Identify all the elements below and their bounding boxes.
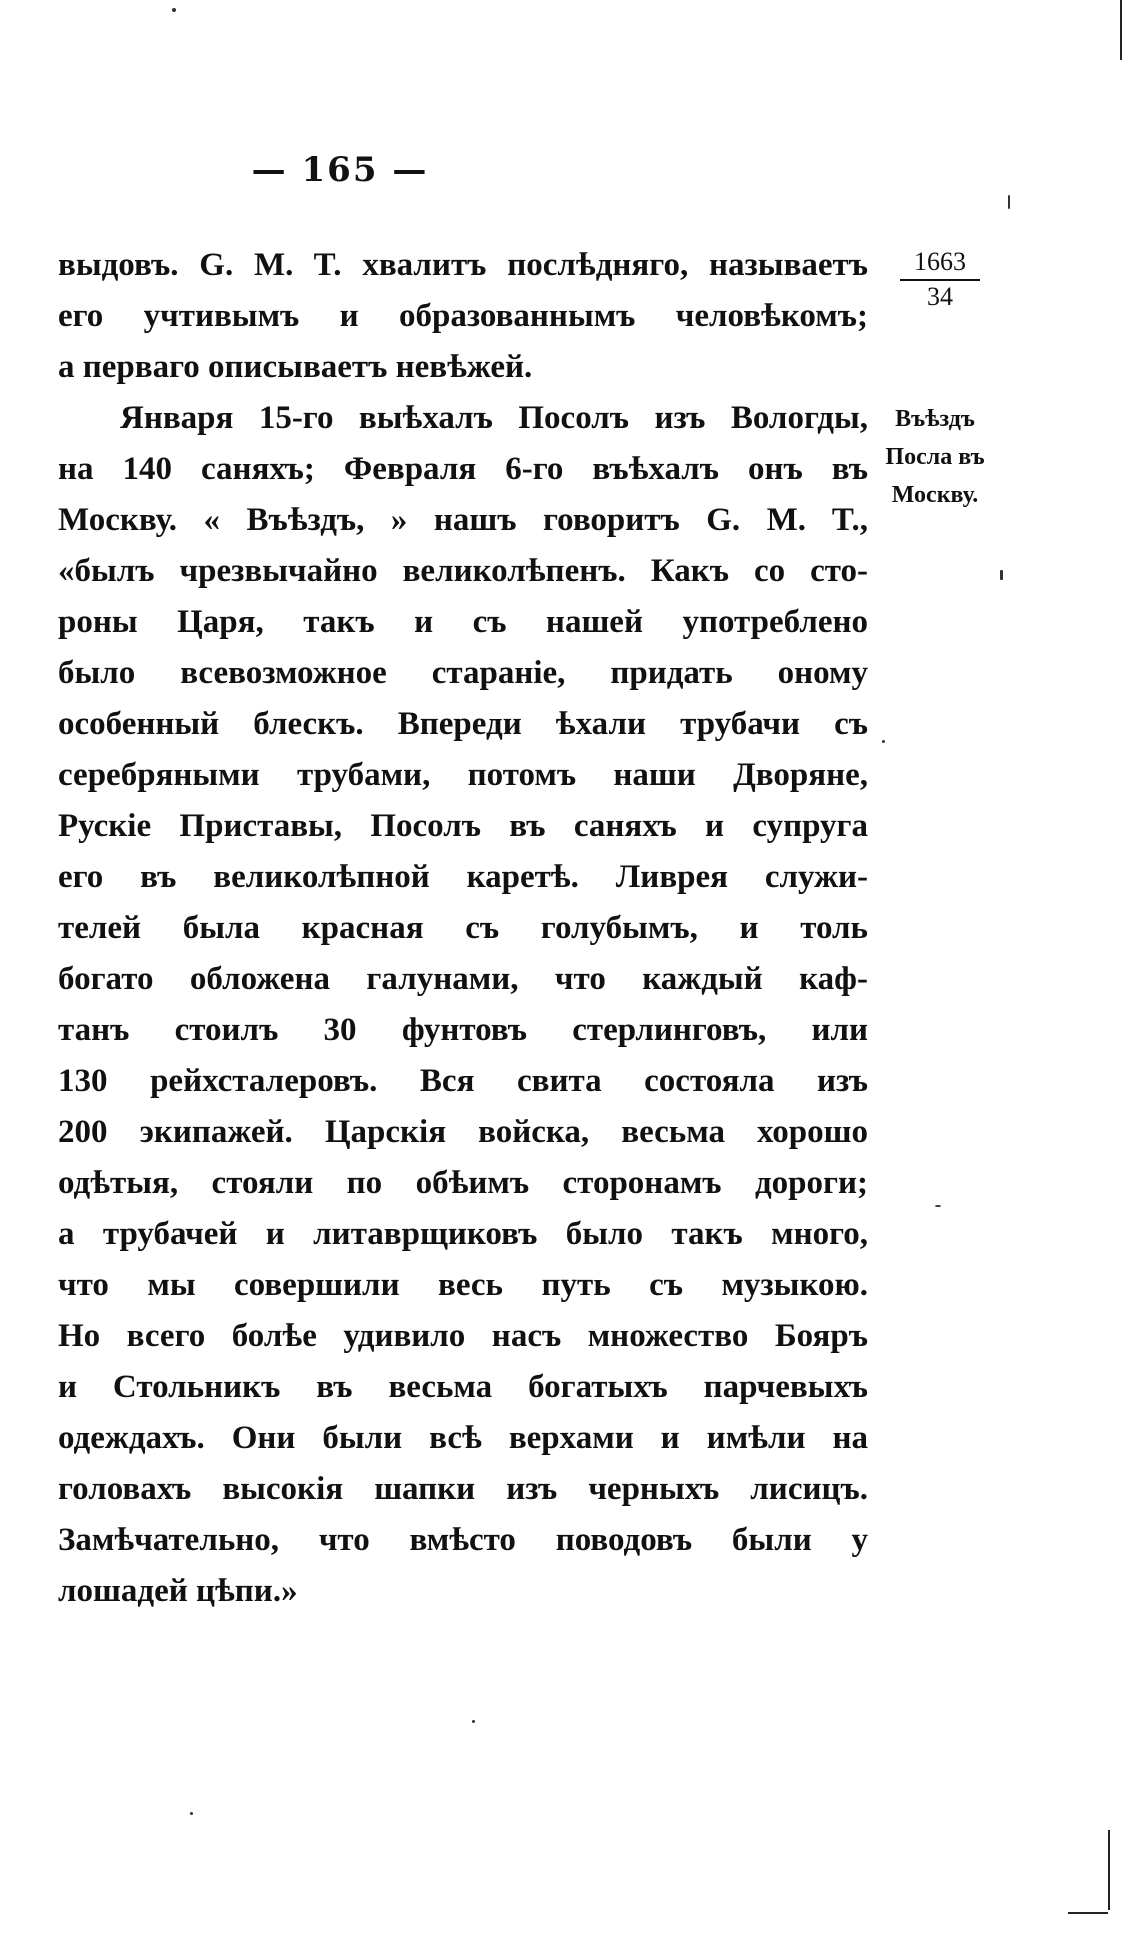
scan-speck xyxy=(935,1205,941,1207)
text-line: телей была красная съ голубымъ, и толь xyxy=(58,910,868,946)
text-line: а перваго описываетъ невѣжей. xyxy=(58,349,533,385)
text-line: было всевозможное стараніе, придать оному xyxy=(58,655,868,691)
scan-edge-line xyxy=(1108,1830,1110,1910)
margin-note-entry xyxy=(870,400,1000,514)
margin-note-line: Москву. xyxy=(891,482,979,508)
text-line: на 140 саняхъ; Февраля 6-го въѣхалъ онъ въ xyxy=(58,451,868,487)
scan-speck xyxy=(472,1720,475,1723)
body-text xyxy=(58,240,868,1617)
text-line: одѣтыя, стояли по обѣимъ сторонамъ дороги; xyxy=(58,1165,868,1201)
text-line: танъ стоилъ 30 фунтовъ стерлинговъ, или xyxy=(58,1012,868,1048)
scan-edge-line xyxy=(1120,0,1122,60)
margin-year-note xyxy=(900,245,980,313)
scan-speck xyxy=(172,8,176,12)
text-line: его учтивымъ и образованнымъ человѣкомъ; xyxy=(58,298,868,334)
margin-note-line: Въѣздъ xyxy=(895,406,975,432)
text-line: богато обложена галунами, что каждый каф- xyxy=(58,961,868,997)
scan-edge-line xyxy=(1068,1912,1108,1914)
margin-year-top: 1663 xyxy=(900,245,980,281)
text-line: серебряными трубами, потомъ наши Дворяне, xyxy=(58,757,868,793)
text-line: роны Царя, такъ и съ нашей употреблено xyxy=(58,604,868,640)
margin-note-line: Посла въ xyxy=(885,444,985,470)
scan-speck xyxy=(190,1812,193,1815)
text-line: его въ великолѣпной каретѣ. Ливрея служи- xyxy=(58,859,868,895)
text-line: 130 рейхсталеровъ. Вся свита состояла изъ xyxy=(58,1063,868,1099)
text-line: что мы совершили весь путь съ музыкою. xyxy=(58,1267,868,1303)
page-number: — 165 — xyxy=(251,150,429,190)
text-line: «былъ чрезвычайно великолѣпенъ. Какъ со сто- xyxy=(58,553,868,589)
text-line: Москву. « Въѣздъ, » нашъ говоритъ G. M. T., xyxy=(58,502,868,538)
text-line: головахъ высокія шапки изъ черныхъ лисицъ. xyxy=(58,1471,868,1507)
text-line: 200 экипажей. Царскія войска, весьма хорошо xyxy=(58,1114,868,1150)
scan-speck xyxy=(1000,570,1003,580)
text-line: а трубачей и литаврщиковъ было такъ много, xyxy=(58,1216,868,1252)
text-line: и Стольникъ въ весьма богатыхъ парчевыхъ xyxy=(58,1369,868,1405)
margin-year-bottom: 34 xyxy=(927,282,953,311)
text-line: Января 15-го выѣхалъ Посолъ изъ Вологды, xyxy=(120,400,868,436)
text-line: выдовъ. G. M. T. хвалитъ послѣдняго, называетъ xyxy=(58,247,868,283)
text-line: Рускіе Приставы, Посолъ въ саняхъ и супруга xyxy=(58,808,868,844)
text-line: одеждахъ. Они были всѣ верхами и имѣли на xyxy=(58,1420,868,1456)
text-line: Но всего болѣе удивило насъ множество Бояръ xyxy=(58,1318,868,1354)
text-line: лошадей цѣпи.» xyxy=(58,1573,298,1609)
scan-speck xyxy=(1008,195,1010,209)
text-line: особенный блескъ. Впереди ѣхали трубачи съ xyxy=(58,706,868,742)
scan-speck xyxy=(882,740,885,743)
text-line: Замѣчательно, что вмѣсто поводовъ были у xyxy=(58,1522,868,1558)
